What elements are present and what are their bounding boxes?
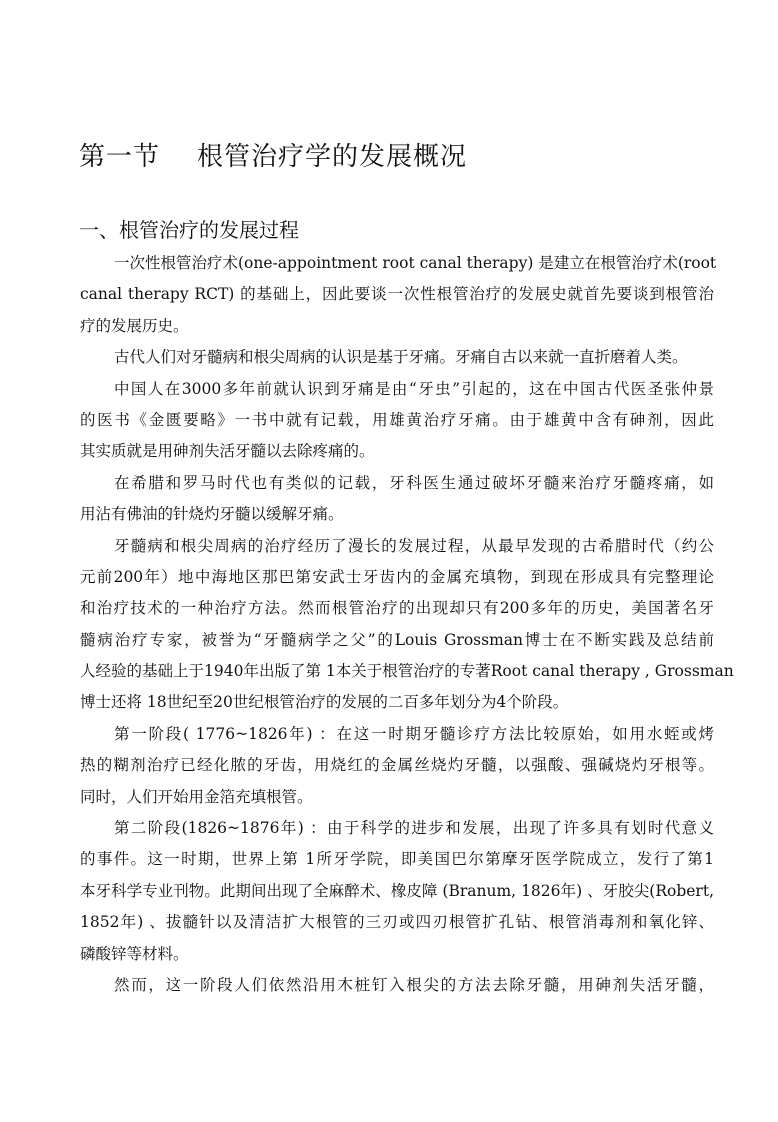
text-line: 热的糊剂治疗已经化脓的牙齿，用烧红的金属丝烧灼牙髓，以强酸、强碱烧灼牙根等。 [80, 756, 714, 775]
text-line: 其实质就是用砷剂失活牙髓以去除疼痛的。 [80, 442, 375, 461]
text-line: 然而，这一阶段人们依然沿用木桩钉入根尖的方法去除牙髓，用砷剂失活牙髓， [114, 975, 714, 994]
page-title: 第一节 根管治疗学的发展概况 [79, 142, 468, 172]
document-body [80, 248, 734, 1001]
text-line: 元前200年）地中海地区那巴第安武士牙齿内的金属充填物，到现在形成具有完整理论 [80, 567, 714, 586]
text-line: 第一阶段( 1776~1826年) ：在这一时期牙髓诊疗方法比较原始，如用水蛭或烤 [114, 724, 714, 743]
text-line: 髓病治疗专家，被誉为“牙髓病学之父”的Louis Grossman博士在不断实践及总结前 [80, 630, 714, 649]
text-line: 的医书《金匮要略》一书中就有记载，用雄黄治疗牙痛。由于雄黄中含有砷剂，因此 [80, 410, 714, 429]
text-line: 和治疗技术的一种治疗方法。然而根管治疗的出现却只有200多年的历史，美国著名牙 [80, 599, 714, 618]
text-line: 1852年) 、拔髓针以及清洁扩大根管的三刃或四刃根管扩孔钻、根管消毒剂和氧化锌、 [80, 913, 714, 932]
text-line: 在希腊和罗马时代也有类似的记载，牙科医生通过破坏牙髓来治疗牙髓疼痛，如 [114, 473, 714, 492]
text-line: 中国人在3000多年前就认识到牙痛是由“牙虫”引起的，这在中国古代医圣张仲景 [114, 379, 714, 398]
text-line: 的事件。这一时期，世界上第 1所牙学院，即美国巴尔第摩牙医学院成立，发行了第1 [80, 850, 714, 869]
text-line: 一次性根管治疗术(one-appointment root canal therapy) 是建立在根管治疗术(root [114, 254, 717, 272]
section-heading: 一、根管治疗的发展过程 [79, 218, 299, 242]
text-line: 博士还将 18世纪至20世纪根管治疗的发展的二百多年划分为4个阶段。 [80, 693, 569, 712]
text-line: 古代人们对牙髓病和根尖周病的认识是基于牙痛。牙痛自古以来就一直折磨着人类。 [114, 348, 688, 367]
text-line: 磷酸锌等材料。 [80, 944, 189, 963]
text-line: 第二阶段(1826~1876年) ：由于科学的进步和发展，出现了许多具有划时代意义 [114, 819, 714, 838]
text-line: 牙髓病和根尖周病的治疗经历了漫长的发展过程，从最早发现的古希腊时代（约公 [114, 536, 714, 555]
text-line: 人经验的基础上于1940年出版了第 1本关于根管治疗的专著Root canal therapy , Grossman [80, 662, 734, 681]
text-line: 同时，人们开始用金箔充填根管。 [80, 787, 313, 806]
text-line: 用沾有佛油的针烧灼牙髓以缓解牙痛。 [80, 505, 344, 524]
text-line: 疗的发展历史。 [80, 316, 189, 335]
text-line: 本牙科学专业刊物。此期间出现了全麻醉术、橡皮障 (Branum, 1826年) 、牙胶尖(Robert, [80, 881, 714, 900]
text-line: canal therapy RCT) 的基础上，因此要谈一次性根管治疗的发展史就首先要谈到根管治 [80, 285, 714, 304]
